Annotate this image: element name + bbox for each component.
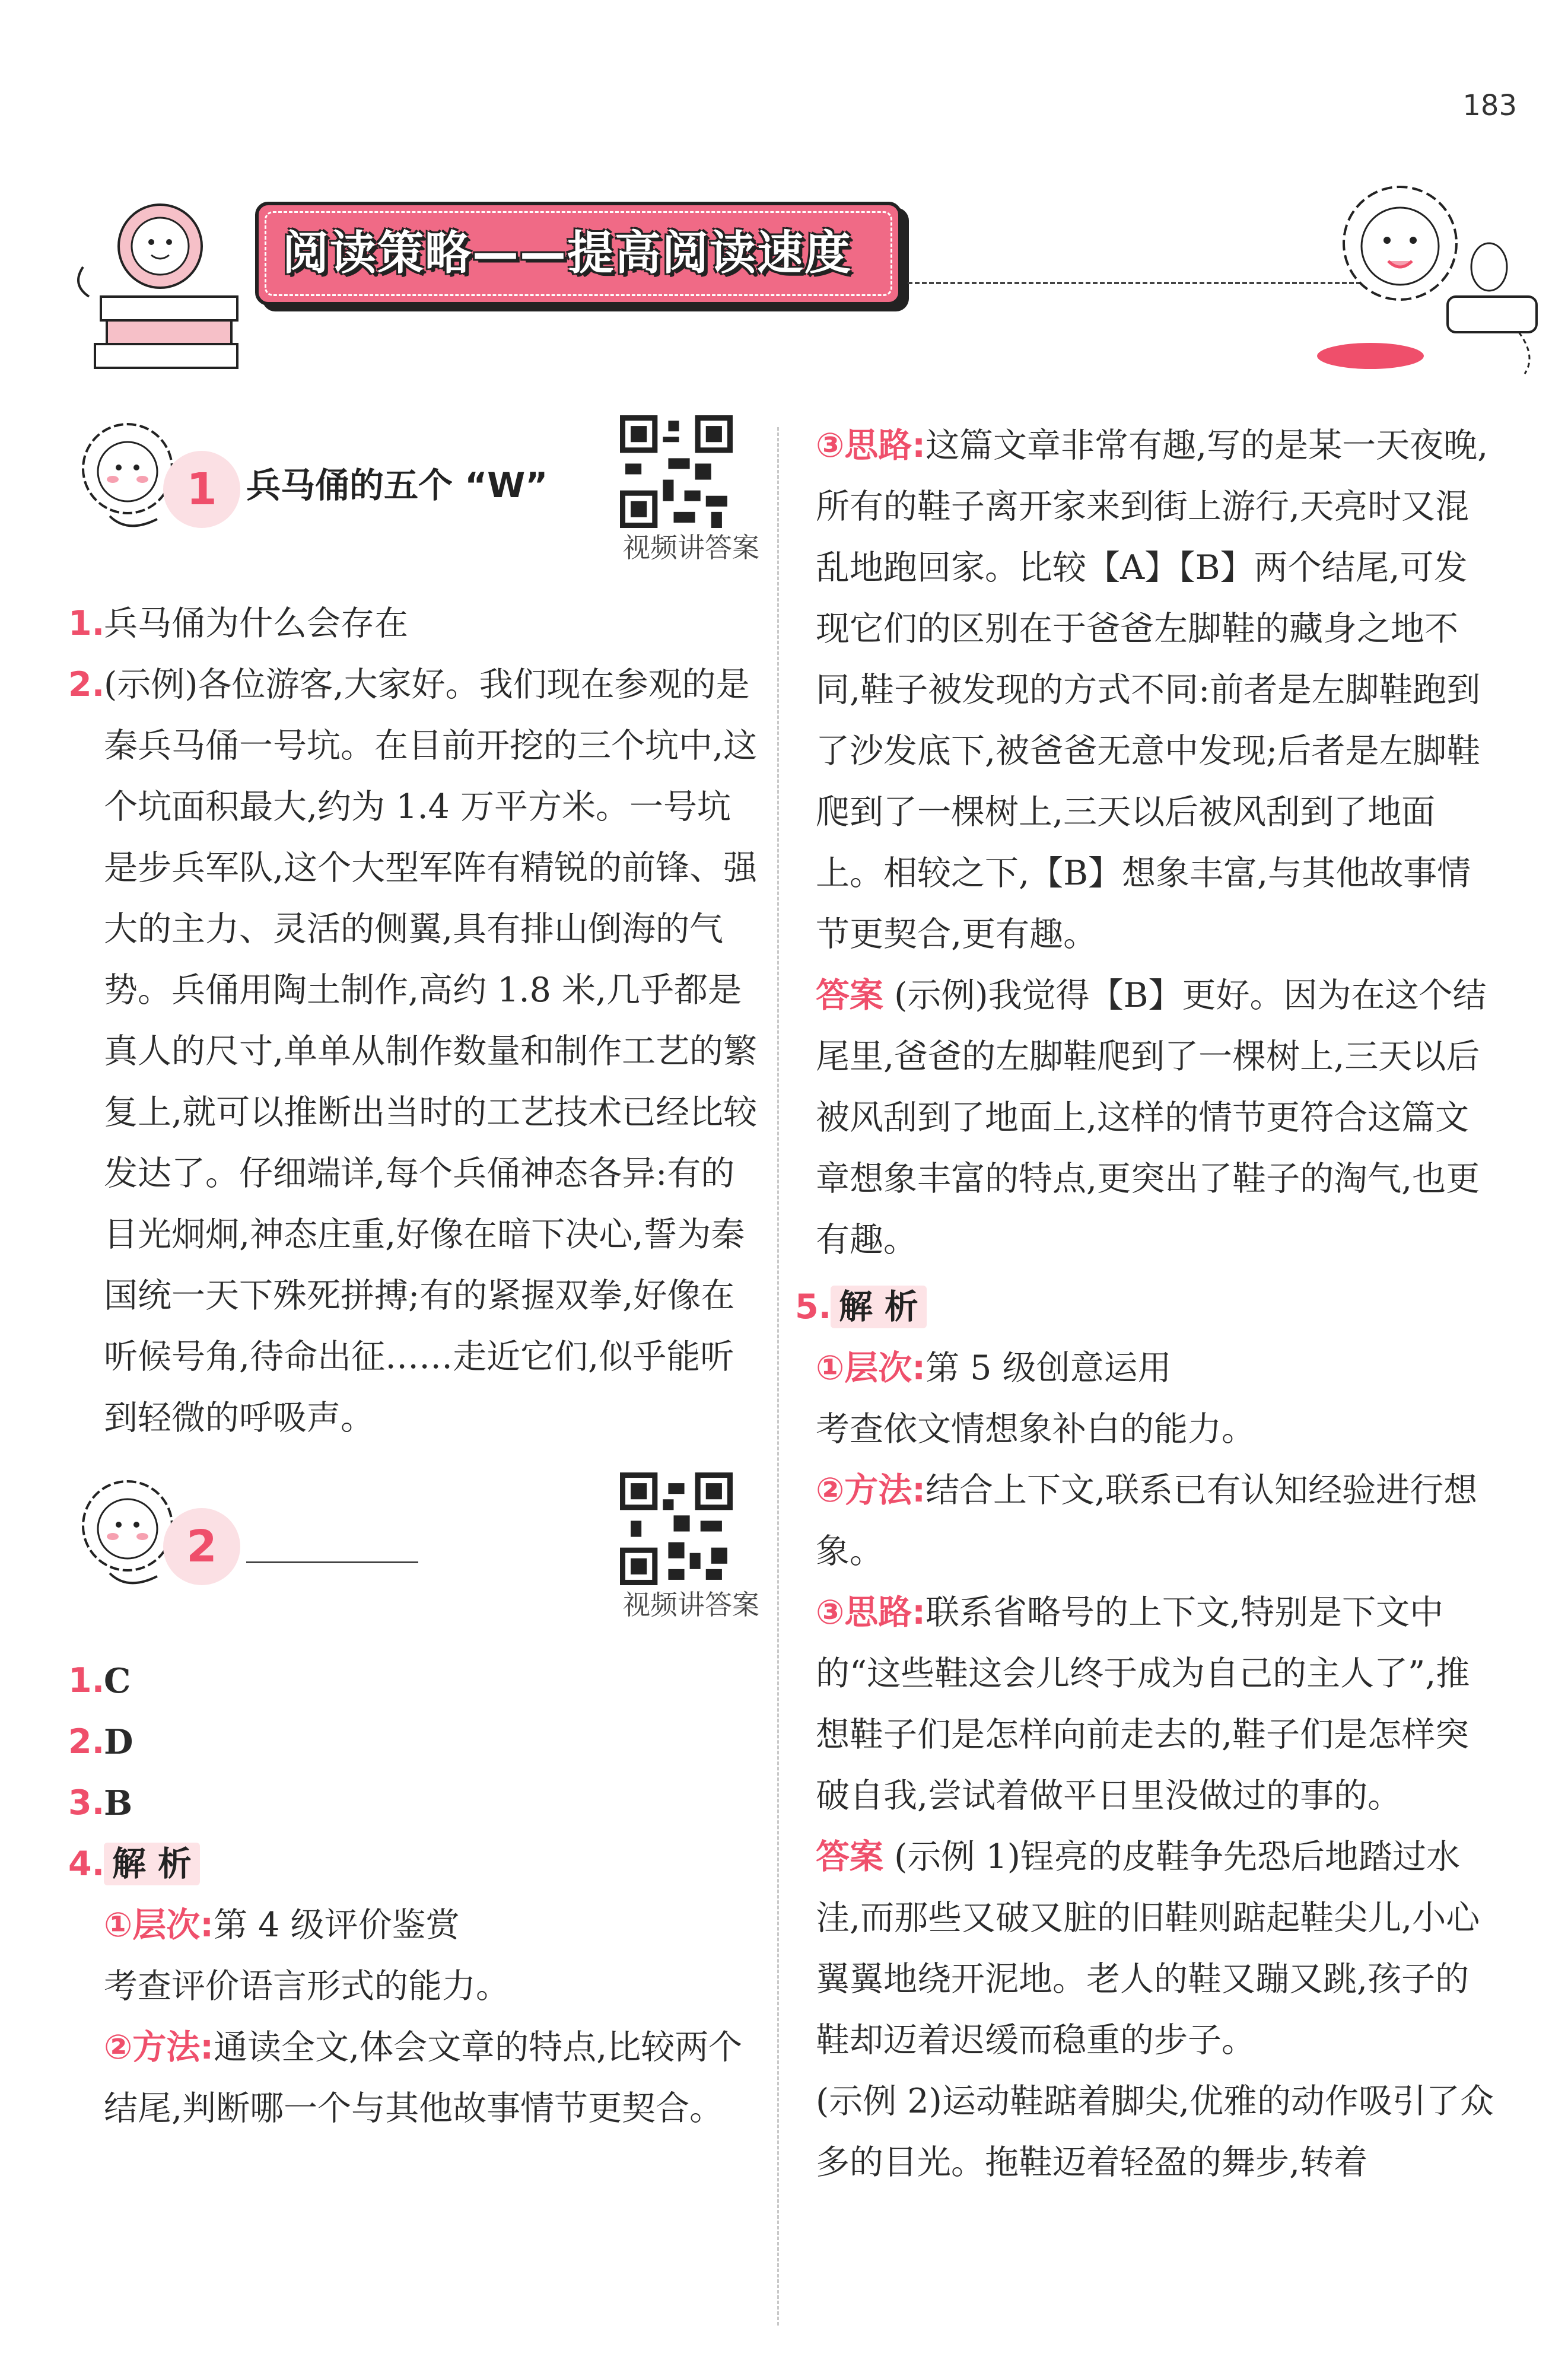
method-tag: ②方法: xyxy=(816,1471,926,1510)
item-number: 3. xyxy=(68,1783,105,1822)
item-text: B xyxy=(104,1783,133,1823)
lion-mascot-icon xyxy=(1299,178,1560,380)
answer-item-4 xyxy=(68,1834,759,1895)
chapter-banner xyxy=(255,202,902,306)
answer-text: (示例 1)锃亮的皮鞋争先恐后地踏过水洼,而那些又破又脏的旧鞋则踮起鞋尖儿,小心翼翼地绕开泥地。老人的鞋又蹦又跳,孩子的鞋却迈着迟缓而稳重的步子。 xyxy=(816,1837,1480,2060)
idea-text: 这篇文章非常有趣,写的是某一天夜晚,所有的鞋子离开家来到街上游行,天亮时又混乱地跑回家。比较【A】【B】两个结尾,可发现它们的区别在于爸爸左脚鞋的藏身之地不同,鞋子被发现的方式不同:前者是左脚鞋跑到了沙发底下,被爸爸无意中发现;后者是左脚鞋爬到了一棵树上,三天以后被风刮到了地面上。相较之下,【B】想象丰富,与其他故事情节更契合,更有趣。 xyxy=(816,426,1489,954)
analysis-label: 解 析 xyxy=(104,1843,200,1885)
item-number: 2. xyxy=(68,1722,105,1761)
bunny-icon xyxy=(1471,243,1507,291)
toy-car-icon xyxy=(1448,297,1537,332)
page-number: 183 xyxy=(1462,89,1517,122)
item-number: 1. xyxy=(68,1661,105,1700)
level-text: 第 4 级评价鉴赏 xyxy=(214,1906,460,1945)
item-text: C xyxy=(104,1661,131,1701)
level-tag: ①层次: xyxy=(104,1906,214,1945)
chapter-header xyxy=(65,178,1507,386)
left-column xyxy=(68,415,759,2139)
section-number: 2 xyxy=(163,1508,240,1585)
answer-item-1 xyxy=(68,1650,759,1712)
level-text: 第 5 级创意运用 xyxy=(925,1348,1172,1388)
method-text: 通读全文,体会文章的特点,比较两个结尾,判断哪一个与其他故事情节更契合。 xyxy=(104,2028,743,2128)
qr-caption: 视频讲答案 xyxy=(623,1589,759,1621)
analysis-body xyxy=(68,1895,759,2139)
item-text: (示例)各位游客,大家好。我们现在参观的是秦兵马俑一号坑。在目前开挖的三个坑中,这个坑面积最大,约为 1.4 万平方米。一号坑是步兵军队,这个大型军阵有精锐的前锋、强大的主力、灵活的侧翼,具有排山倒海的气势。兵俑用陶土制作,高约 1.8 米,几乎都是真人的尺寸,单单从制作数量和制作工艺的繁复上,就可以推断出当时的工艺技术已经比较发达了。仔细端详,每个兵俑神态各异:有的目光炯炯,神态庄重,好像在暗下决心,誓为秦国统一天下殊死拼搏;有的紧握双拳,好像在听候号角,待命出征……走近它们,似乎能听到轻微的呼吸声。 xyxy=(104,665,758,1437)
item-text: D xyxy=(104,1722,133,1762)
analysis-body xyxy=(795,1338,1495,2193)
item-number: 5. xyxy=(795,1287,832,1327)
lion-mascot-icon xyxy=(65,196,255,374)
method-text: 结合上下文,联系已有认知经验进行想象。 xyxy=(816,1471,1478,1571)
answer-text-2: (示例 2)运动鞋踮着脚尖,优雅的动作吸引了众多的目光。拖鞋迈着轻盈的舞步,转着 xyxy=(816,2082,1494,2182)
item-number: 1. xyxy=(68,604,105,643)
answer-tag: 答案 xyxy=(816,976,883,1015)
right-column xyxy=(795,415,1495,2193)
answer-item-3 xyxy=(68,1773,759,1834)
title-blank-line xyxy=(246,1561,418,1563)
answer-item-2 xyxy=(68,1712,759,1773)
level-tag: ①层次: xyxy=(816,1348,926,1388)
idea-tag: ③思路: xyxy=(816,1593,926,1632)
idea-text: 联系省略号的上下文,特别是下文中的“这些鞋这会儿终于成为自己的主人了”,推想鞋子们是怎样向前走去的,鞋子们是怎样突破自我,尝试着做平日里没做过的事的。 xyxy=(816,1593,1470,1815)
answer-tag: 答案 xyxy=(816,1837,883,1876)
level-desc: 考查依文情想象补白的能力。 xyxy=(816,1410,1255,1449)
answer-text: (示例)我觉得【B】更好。因为在这个结尾里,爸爸的左脚鞋爬到了一棵树上,三天以后被风刮到了地面上,这样的情节更符合这篇文章想象丰富的特点,更突出了鞋子的淘气,也更有趣。 xyxy=(816,976,1487,1259)
chapter-title: 阅读策略——提高阅读速度 xyxy=(282,227,853,280)
answer-item-5 xyxy=(795,1277,1495,1338)
answer-item-2 xyxy=(68,654,759,1449)
item-number: 4. xyxy=(68,1844,105,1884)
item-text: 兵马俑为什么会存在 xyxy=(104,604,408,643)
item-number: 2. xyxy=(68,665,105,704)
analysis-label: 解 析 xyxy=(831,1286,927,1328)
section-2-heading xyxy=(68,1472,759,1621)
idea-tag: ③思路: xyxy=(816,426,926,465)
section-1-heading xyxy=(68,415,759,564)
qr-code-icon[interactable] xyxy=(620,1472,733,1585)
section-title: 兵马俑的五个 “W” xyxy=(246,465,548,505)
column-divider xyxy=(777,427,779,2326)
method-tag: ②方法: xyxy=(104,2028,214,2067)
answer-item-1 xyxy=(68,593,759,654)
section-number: 1 xyxy=(163,451,240,528)
qr-code-icon[interactable] xyxy=(620,415,733,528)
qr-caption: 视频讲答案 xyxy=(623,532,759,564)
level-desc: 考查评价语言形式的能力。 xyxy=(104,1967,510,2006)
analysis-body xyxy=(795,415,1495,1271)
